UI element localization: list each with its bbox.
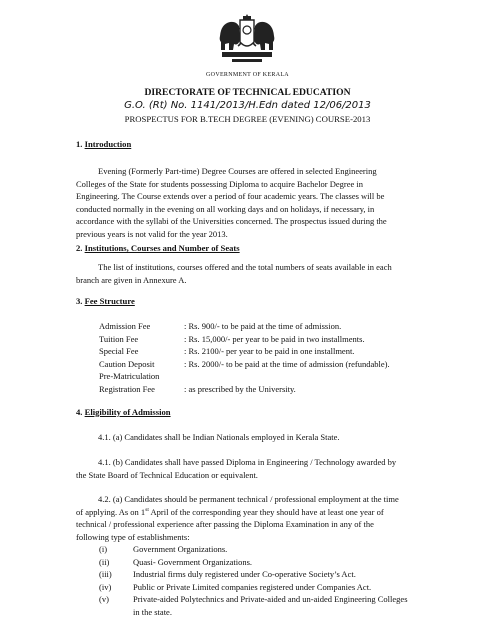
- paragraph-line: conducted normally in the evening on all working days and on holidays, if necessary, in: [76, 203, 375, 214]
- list-text: Quasi- Government Organizations.: [133, 556, 253, 567]
- paragraph-line: previous years is not valid for the year 2013.: [76, 228, 228, 239]
- section-1-title: Introduction: [84, 139, 132, 149]
- section-3-heading: [76, 296, 135, 306]
- paragraph-line: accordance with the syllabi of the Universities concerned. The prospectus issued during the: [76, 216, 387, 226]
- list-text: Government Organizations.: [133, 544, 228, 554]
- section-2-title: Institutions, Courses and Number of Seats: [84, 243, 240, 253]
- section-1-paragraph: [76, 165, 449, 240]
- paragraph-line: technical / professional experience after passing the Diploma Examination in any of the: [76, 519, 374, 529]
- fee-row-tuition: [99, 333, 365, 346]
- eligibility-4-1-a: 4.1. (a) Candidates shall be Indian Nationals employed in Kerala State.: [98, 432, 340, 442]
- section-4-number: 4.: [76, 407, 83, 417]
- line-part: of applying. As on 1: [76, 506, 146, 517]
- list-number: (ii): [99, 556, 110, 567]
- fee-value: : Rs. 2000/- to be paid at the time of admission (refundable).: [184, 358, 390, 369]
- fee-row-prematriculation: [99, 370, 184, 383]
- fee-label: Caution Deposit: [99, 358, 155, 369]
- paragraph-line: 4.1. (b) Candidates shall have passed Diploma in Engineering / Technology awarded by: [98, 457, 397, 467]
- section-2-number: 2.: [76, 243, 83, 253]
- go-number: G.O. (Rt) No. 1141/2013/H.Edn dated 12/06/2013: [124, 100, 371, 111]
- list-text: Industrial firms duly registered under Co-operative Society’s Act.: [133, 569, 356, 579]
- paragraph-line: following type of establishments:: [76, 531, 190, 542]
- list-number: (v): [99, 594, 109, 604]
- list-text: Private-aided Polytechnics and Private-aided and un-aided Engineering Colleges: [133, 594, 408, 604]
- kerala-emblem-icon: [218, 6, 276, 66]
- section-2-heading: [76, 243, 240, 253]
- fee-label: Pre-Matriculation: [99, 371, 160, 381]
- fee-row-special: [99, 345, 354, 358]
- government-of-kerala-label: GOVERNMENT OF KERALA: [206, 72, 289, 78]
- fee-label: Special Fee: [99, 346, 139, 356]
- section-2-paragraph: [76, 261, 449, 286]
- ordinal-suffix: st: [145, 506, 149, 513]
- fee-value: : Rs. 15,000/- per year to be paid in two installments.: [184, 333, 365, 344]
- fee-value: : as prescribed by the University.: [184, 383, 296, 394]
- fee-value: : Rs. 2100/- per year to be paid in one installment.: [184, 346, 355, 356]
- fee-label: Tuition Fee: [99, 333, 139, 344]
- eligibility-4-1-b: [76, 456, 449, 481]
- fee-value: : Rs. 900/- to be paid at the time of admission.: [184, 321, 342, 331]
- eligibility-4-2-a: [76, 493, 449, 543]
- paragraph-line: branch are given in Annexure A.: [76, 274, 187, 285]
- section-1-heading: [76, 139, 131, 149]
- paragraph-line: 4.2. (a) Candidates should be permanent technical / professional employment at the time: [98, 494, 399, 504]
- paragraph-line: the State Board of Technical Education or equivalent.: [76, 469, 258, 480]
- fee-row-registration: [99, 383, 296, 396]
- list-number: (iii): [99, 569, 112, 579]
- section-4-heading: [76, 407, 171, 417]
- fee-row-caution: [99, 358, 390, 371]
- list-number: (i): [99, 544, 108, 554]
- section-4-title: Eligibility of Admission: [84, 407, 171, 417]
- paragraph-line: Colleges of the State for students possessing Diploma to acquire Bachelor Degree in: [76, 178, 364, 189]
- paragraph-line: The list of institutions, courses offered and the total numbers of seats available in each: [98, 262, 392, 272]
- fee-label: Registration Fee: [99, 383, 155, 394]
- list-text: in the state.: [133, 606, 172, 617]
- directorate-title: DIRECTORATE OF TECHNICAL EDUCATION: [144, 87, 351, 98]
- paragraph-line: Evening (Formerly Part-time) Degree Courses are offered in selected Engineering: [98, 166, 377, 176]
- fee-row-admission: [99, 320, 341, 333]
- prospectus-title: PROSPECTUS FOR B.TECH DEGREE (EVENING) COURSE-2013: [124, 114, 371, 124]
- fee-label: Admission Fee: [99, 321, 151, 331]
- section-3-number: 3.: [76, 296, 83, 306]
- list-text: Public or Private Limited companies registered under Companies Act.: [133, 581, 372, 592]
- list-number: (iv): [99, 581, 112, 592]
- paragraph-line: Engineering. The Course extends over a period of four academic years. The classes will be: [76, 191, 385, 201]
- paragraph-line: [76, 506, 449, 519]
- section-1-number: 1.: [76, 139, 83, 149]
- line-part: April of the corresponding year they should have at least one year of: [148, 506, 384, 517]
- section-3-title: Fee Structure: [84, 296, 135, 306]
